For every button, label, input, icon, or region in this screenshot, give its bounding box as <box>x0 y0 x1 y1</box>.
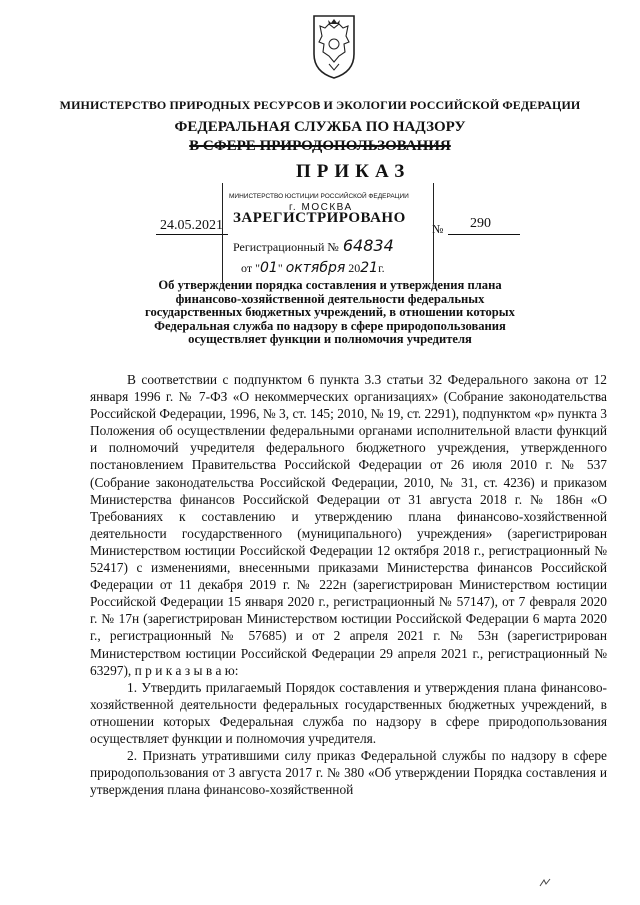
date-underline <box>156 234 228 235</box>
stamp-date-month: октября <box>285 260 346 276</box>
service-name-line1: ФЕДЕРАЛЬНАЯ СЛУЖБА ПО НАДЗОРУ <box>174 119 466 135</box>
stamp-date-year: 21 <box>360 260 379 276</box>
stamp-ministry: МИНИСТЕРСТВО ЮСТИЦИИ РОССИЙСКОЙ ФЕДЕРАЦИИ <box>229 193 409 200</box>
paragraph-preamble: В соответствии с подпунктом 6 пункта 3.3 статьи 32 Федерального закона от 12 января 1996 г. № 7-ФЗ «О некоммерческих организациях» (Собрание законодательства Российской Федерации, 1996, № 3, ст. 145; 2010, № 19, ст. 2291), подпунктом «р» пункта 3 Положения об осуществлении федеральными органами исполнительной власти функций и полномочий учредителя федерального бюджетного учреждения, утвержденного постановлением Правительства Российской Федерации от 26 июля 2010 г. № 537 (Собрание законодательства Российской Федерации, 2010, № 31, ст. 4236) и приказом Министерства финансов Российской Федерации от 31 августа 2018 г. № 186н «О Требованиях к составлению и утверждению плана финансово-хозяйственной деятельности государственного (муниципального) учреждения» (зарегистрирован Министерством юстиции Российской Федерации 12 октября 2018 г., регистрационный № 52417) с изменениями, внесенными приказами Министерства финансов Российской Федерации от 11 декабря 2019 г. № 222н (зарегистрирован Министерством юстиции Российской Федерации 15 января 2020 г., регистрационный № 57147), от 7 февраля 2020 г. № 17н (зарегистрирован Министерством юстиции Российской Федерации 6 марта 2020 г., регистрационный № 57685) и от 2 апреля 2021 г. № 53н (зарегистрирован Министерством юстиции Российской Федерации 29 апреля 2021 г., регистрационный № 63297), п р и к а з ы в а ю: <box>90 372 607 678</box>
paragraph-item-2: 2. Признать утратившими силу приказ Федеральной службы по надзору в сфере природопользования от 3 августа 2017 г. № 380 «Об утверждении Порядка составления и утверждения плана финансово-хозяйственной <box>90 748 607 798</box>
stamp-reg-date-row <box>241 260 385 276</box>
stamp-city: г. МОСКВА <box>289 202 353 213</box>
number-underline <box>448 234 520 235</box>
stamp-reg-number: 64834 <box>342 236 394 255</box>
stamp-date-suffix: г. <box>378 261 385 275</box>
order-number: 290 <box>470 216 491 231</box>
stamp-date-year-prefix: 20 <box>345 261 361 275</box>
service-name-line2: В СФЕРЕ ПРИРОДОПОЛЬЗОВАНИЯ <box>189 138 451 154</box>
coat-of-arms-emblem-icon <box>311 14 357 80</box>
stamp-date-prefix: от " <box>241 261 260 275</box>
stamp-date-mid: " <box>277 261 286 275</box>
number-sign: № <box>432 222 444 236</box>
order-date: 24.05.2021 <box>160 218 223 233</box>
service-name <box>0 118 640 156</box>
handwritten-mark-icon <box>539 878 551 888</box>
ministry-name: МИНИСТЕРСТВО ПРИРОДНЫХ РЕСУРСОВ И ЭКОЛОГИИ РОССИЙСКОЙ ФЕДЕРАЦИИ <box>59 98 581 112</box>
stamp-registered: ЗАРЕГИСТРИРОВАНО <box>233 210 406 226</box>
order-title: Об утверждении порядка составления и утверждения плана финансово-хозяйственной деятельности федеральных государственных бюджетных учреждений, в отношении которых Федеральная служба по надзору в сфере природопользования осуществляет функции и полномочия учредителя <box>145 278 515 346</box>
order-body <box>90 371 607 798</box>
stamp-reg-number-row <box>233 236 394 255</box>
document-type: ПРИКАЗ <box>296 161 411 182</box>
stamp-date-day: 01 <box>259 260 278 276</box>
paragraph-item-1: 1. Утвердить прилагаемый Порядок составления и утверждения плана финансово-хозяйственной деятельности федеральных государственных бюджетных учреждений, в отношении которых Федеральная служба по надзору в сфере природопользования осуществляет функции и полномочия учредителя. <box>90 679 607 746</box>
stamp-reg-label: Регистрационный № <box>233 240 339 254</box>
registration-stamp <box>222 183 434 283</box>
